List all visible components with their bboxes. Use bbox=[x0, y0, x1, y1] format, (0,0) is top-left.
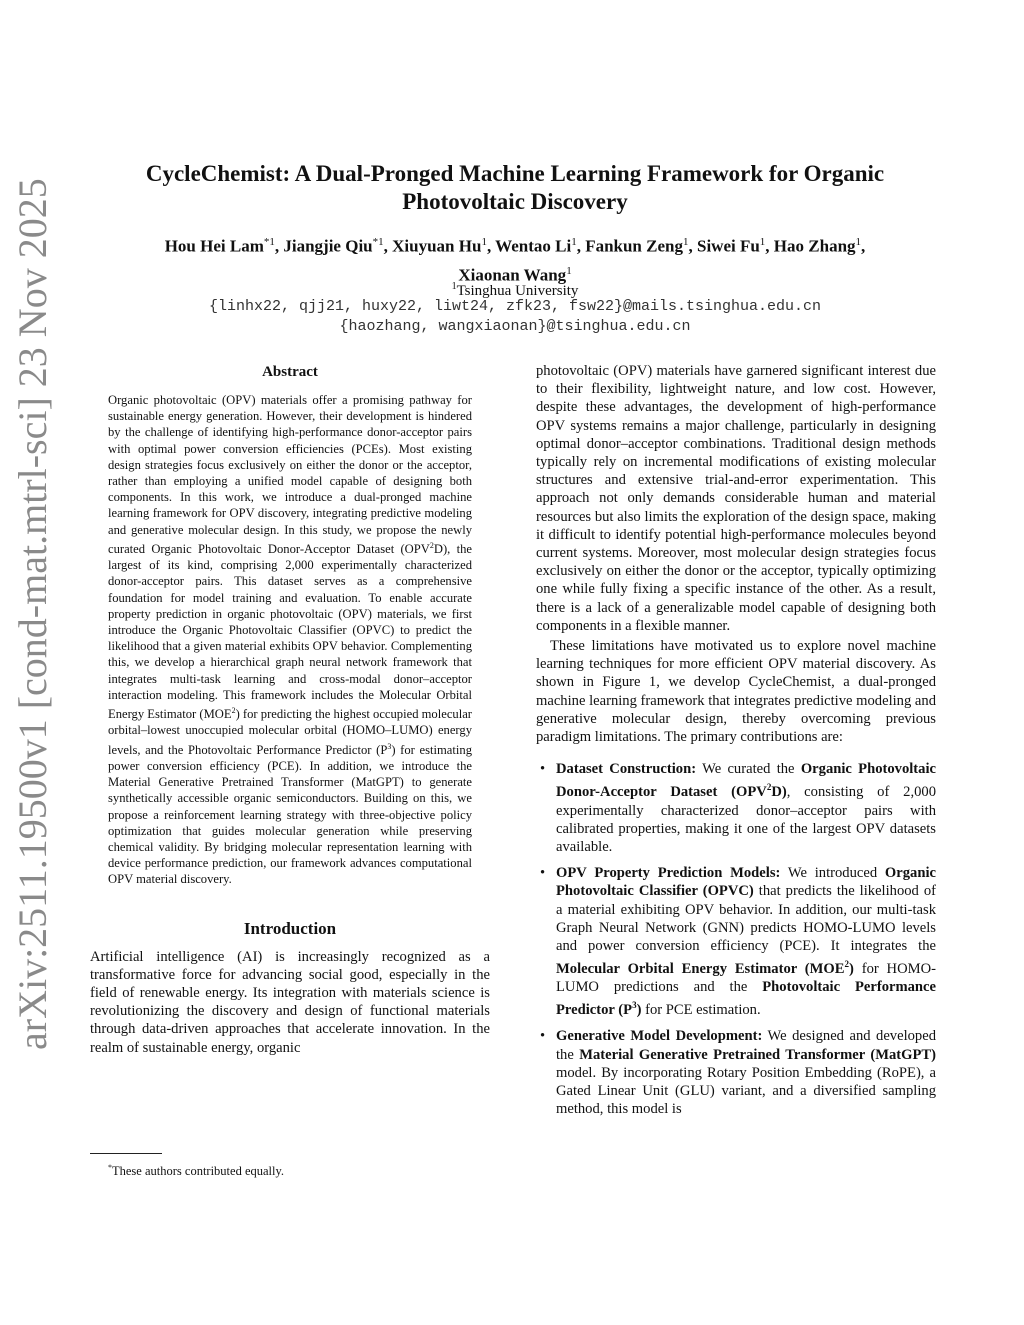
bullet-icon: • bbox=[540, 1028, 546, 1045]
introduction-heading: Introduction bbox=[243, 918, 337, 938]
email-line: {haozhang, wangxiaonan}@tsinghua.edu.cn bbox=[339, 318, 691, 335]
bullet-icon: • bbox=[540, 761, 546, 778]
author-affiliation-mark: 1 bbox=[759, 236, 766, 248]
author-affiliation-mark: 1 bbox=[571, 236, 577, 248]
introduction-paragraph: Artificial intelligence (AI) is increasingly recognized as a transformative force for advancing social good, especially in the field of renewable energy. Its integration with materials science is revolutionizing the discovery and design of functional materials through data-driven approaches that accelerate innovation. In the realm of sustainable energy, organic bbox=[90, 948, 490, 1056]
list-item: • Dataset Construction: We curated the Organic Photovoltaic Donor-Acceptor Dataset (OPV$^2$D), consisting of 2,000 experimentally characterized donor–acceptor pairs with calibrated properties, making it one of the largest OPV datasets available. bbox=[540, 761, 936, 855]
arxiv-identifier: arXiv:2511.19500v1 [cond-mat.mtrl-sci] 23 Nov 2025 bbox=[10, 178, 55, 1050]
author-name: Wentao Li bbox=[495, 236, 572, 256]
introduction-paragraph: photovoltaic (OPV) materials have garnered significant interest due to their flexibility, lightweight nature, and low cost. However, despite these advantages, the development of high-performance OPV systems remains a major challenge, particularly in designing optimal donor–acceptor combinations. Traditional design methods typically rely on incremental modifications of existing molecular structures and extensive trial-and-error experimentation. This approach not only demands considerable human and material resources but also limits the exploration of the design space, making it difficult to identify potential high-performance molecules beyond current systems. Moreover, most molecular design strategies focus exclusively on either the donor or the acceptor, typically optimizing one while fully fixing a specific instance of the other. As a result, there is a lack of a generalizable model capable of designing both components in a flexible manner. bbox=[536, 363, 936, 634]
author-name: Fankun Zeng bbox=[585, 236, 683, 256]
author-name: Siwei Fu bbox=[696, 236, 760, 256]
author-affiliation-mark: *1 bbox=[372, 236, 384, 248]
list-item: • OPV Property Prediction Models: We introduced Organic Photovoltaic Classifier (OPVC) that predicts the likelihood of a material exhibiting OPV behavior. In addition, our multi-task Graph Neural Network (GNN) predicts HOMO-LUMO levels and power conversion efficiency (PCE). It integrates the Molecular Orbital Energy Estimator (MOE$^2$) for HOMO-LUMO predictions and the Photovoltaic Performance Predictor $(P^3)$ for PCE estimation. bbox=[540, 865, 937, 1019]
author-list: Hou Hei Lam$^{*1}$, Jiangjie Qiu$^{*1}$, Xiuyuan Hu$^1$, Wentao Li$^1$, Fankun Zeng$^1$, Siwei Fu$^1$, Hao Zhang$^1$, Xiaonan Wang$^1$ bbox=[164, 236, 866, 285]
left-column bbox=[90, 362, 490, 1057]
abstract-heading: Abstract bbox=[262, 364, 318, 380]
abstract-text: Organic photovoltaic (OPV) materials offer a promising pathway for sustainable energy generation. However, their development is hindered by the challenge of identifying high-performance donor-acceptor pairs with optimal power conversion efficiencies (PCEs). Most existing design strategies focus exclusively on either the donor or the acceptor, rather than employing a unified model capable of designing both components. In this work, we introduce a dual-pronged machine learning framework for OPV discovery, integrating predictive modeling and generative molecular design. In this study, we propose the newly curated Organic Photovoltaic Donor-Acceptor Dataset (OPV$^2$D), the largest of its kind, comprising 2,000 experimentally characterized donor-acceptor pairs. This dataset serves as a comprehensive foundation for model training and evaluation. To enable accurate property prediction in organic photovoltaic (OPV) materials, we first introduce the Organic Photovoltaic Classifier (OPVC) to predict the likelihood that a given material exhibits OPV behavior. Complementing this, we develop a hierarchical graph neural network framework that integrates multi-task learning and cross-modal donor–acceptor interaction modeling. This framework includes the Molecular Orbital Energy Estimator (MOE$^2$) for predicting the highest occupied molecular orbital–lowest unoccupied molecular orbital (HOMO–LUMO) energy levels, and the Photovoltaic Performance Predictor $(P^3)$ for estimating power conversion efficiency (PCE). In addition, we introduce the Material Generative Pretrained Transformer (MatGPT) to generate synthetically accessible organic semiconductors. Building on this, we propose a reinforcement learning strategy with three-objective policy optimization that guides molecular generation while preserving chemical validity. By bridging molecular representation learning with device performance prediction, our framework advances computational OPV material discovery. bbox=[108, 393, 472, 887]
author-affiliation-mark: 1 bbox=[481, 236, 487, 248]
affiliation-mark: 1 bbox=[451, 281, 457, 292]
author-name: Xiuyuan Hu bbox=[392, 236, 482, 256]
author-affiliation-mark: 1 bbox=[682, 236, 689, 248]
list-item: • Generative Model Development: We designed and developed the Material Generative Pretrained Transformer (MatGPT) model. By incorporating Rotary Position Embedding (RoPE), a Gated Linear Unit (GLU) variant, and a diversified sampling method, this model is bbox=[540, 1028, 936, 1118]
right-column bbox=[536, 362, 936, 1127]
author-affiliation-mark: *1 bbox=[263, 236, 275, 248]
author-name: Jiangjie Qiu bbox=[283, 236, 373, 256]
footnote: *These authors contributed equally. bbox=[108, 1163, 285, 1179]
bullet-icon: • bbox=[540, 865, 546, 882]
introduction-paragraph: These limitations have motivated us to explore novel machine learning techniques for more efficient OPV material discovery. As shown in Figure 1, we develop CycleChemist, a dual-pronged machine learning framework that integrates predictive modeling and generative molecular design, thereby overcoming previous paradigm limitations. The primary contributions are: bbox=[536, 638, 936, 746]
author-name: Xiaonan Wang bbox=[458, 265, 567, 285]
contributions-list bbox=[536, 760, 936, 1118]
author-affiliation-mark: 1 bbox=[855, 236, 862, 248]
paper-title: CycleChemist: A Dual-Pronged Machine Learning Framework for Organic Photovoltaic Discovery bbox=[145, 161, 885, 214]
author-name: Hou Hei Lam bbox=[164, 236, 264, 256]
affiliation-name: Tsinghua University bbox=[456, 283, 579, 299]
footnote-divider bbox=[90, 1153, 162, 1154]
author-affiliation-mark: 1 bbox=[566, 264, 572, 277]
author-name: Hao Zhang bbox=[773, 236, 856, 256]
email-line: {linhx22, qjj21, huxy22, liwt24, zfk23, fsw22}@mails.tsinghua.edu.cn bbox=[208, 298, 822, 315]
